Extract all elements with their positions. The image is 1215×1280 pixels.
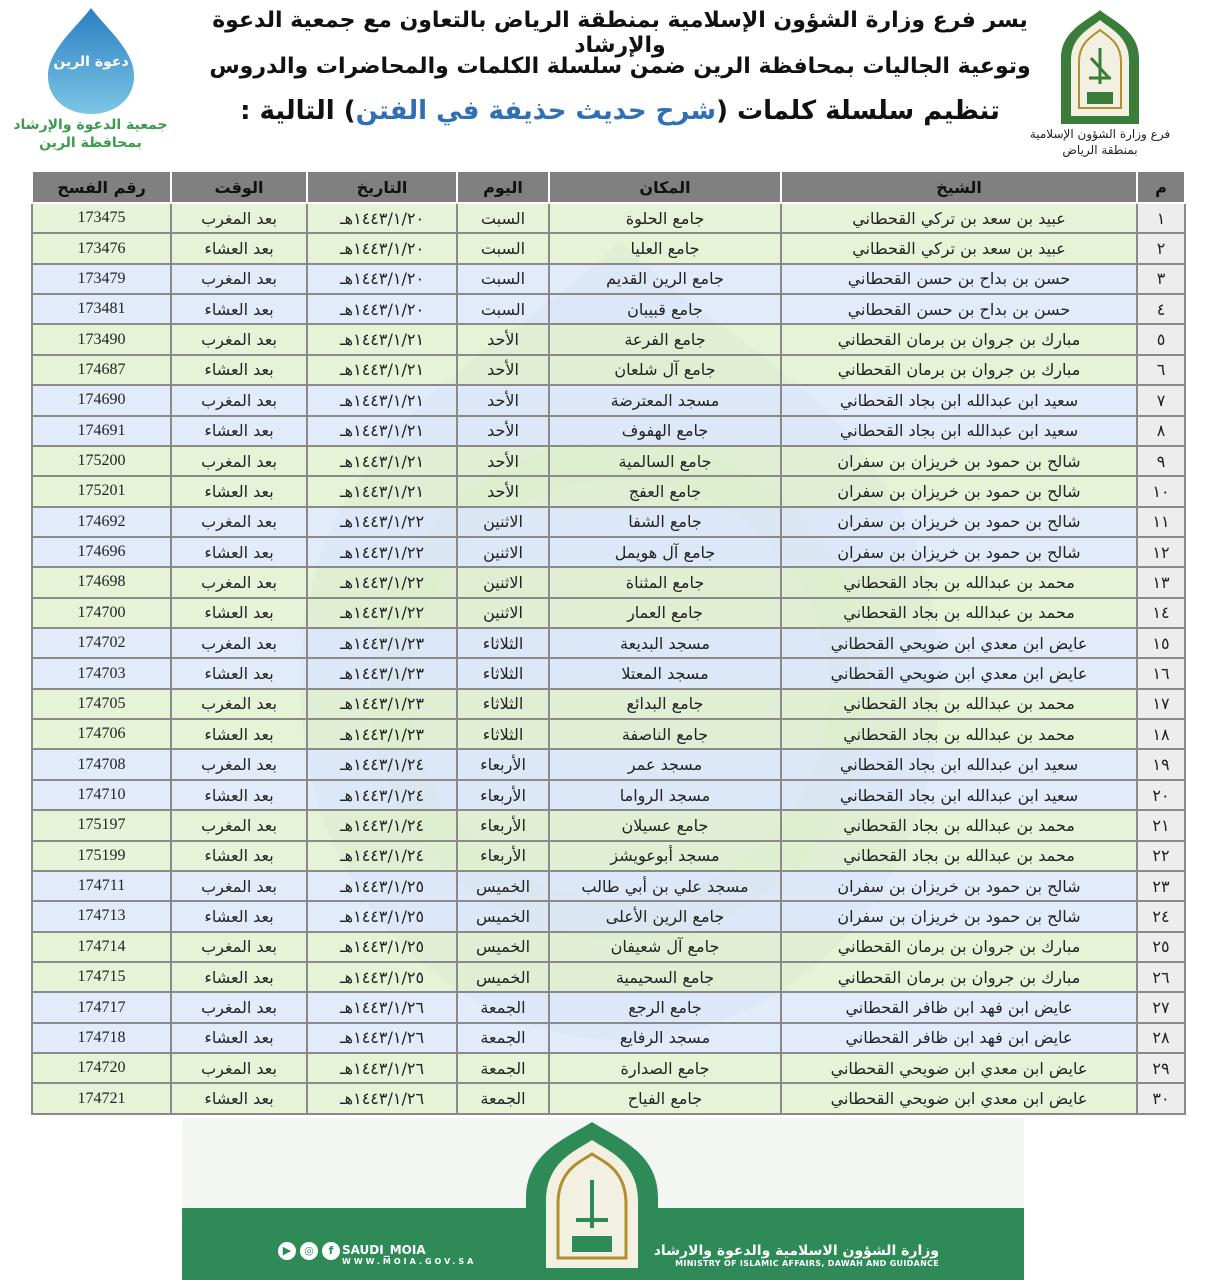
cell-time: بعد المغرب bbox=[171, 385, 307, 415]
table-row bbox=[32, 385, 1185, 415]
cell-time: بعد العشاء bbox=[171, 901, 307, 931]
cell-permit: 174710 bbox=[32, 780, 171, 810]
cell-date: ١٤٤٣/١/٢٠هـ bbox=[307, 203, 457, 233]
cell-place: جامع الفرعة bbox=[549, 324, 781, 354]
cell-sheikh: عايض ابن معدي ابن ضويحي القحطاني bbox=[781, 1083, 1137, 1114]
table-row bbox=[32, 598, 1185, 628]
col-header-sheikh: الشيخ bbox=[781, 171, 1137, 203]
col-header-place: المكان bbox=[549, 171, 781, 203]
cell-time: بعد المغرب bbox=[171, 689, 307, 719]
cell-time: بعد العشاء bbox=[171, 1023, 307, 1053]
cell-permit: 174721 bbox=[32, 1083, 171, 1114]
schedule-table bbox=[31, 170, 1186, 1115]
cell-place: جامع المثناة bbox=[549, 567, 781, 597]
table-row bbox=[32, 416, 1185, 446]
cell-sheikh: شالح بن حمود بن خريزان بن سفران bbox=[781, 537, 1137, 567]
cell-place: مسجد أبوعويشز bbox=[549, 841, 781, 871]
cell-time: بعد المغرب bbox=[171, 1053, 307, 1083]
cell-date: ١٤٤٣/١/٢٦هـ bbox=[307, 1023, 457, 1053]
cell-place: جامع الهفوف bbox=[549, 416, 781, 446]
cell-time: بعد المغرب bbox=[171, 446, 307, 476]
heading-line1: يسر فرع وزارة الشؤون الإسلامية بمنطقة الرياض بالتعاون مع جمعية الدعوة والإرشاد bbox=[212, 8, 1028, 58]
cell-permit: 173475 bbox=[32, 203, 171, 233]
table-row bbox=[32, 962, 1185, 992]
cell-permit: 174702 bbox=[32, 628, 171, 658]
heading-line3 bbox=[180, 96, 1060, 126]
cell-permit: 173479 bbox=[32, 264, 171, 294]
cell-date: ١٤٤٣/١/٢٣هـ bbox=[307, 628, 457, 658]
cell-no: ١٠ bbox=[1137, 476, 1185, 506]
cell-day: الجمعة bbox=[457, 992, 549, 1022]
cell-sheikh: شالح بن حمود بن خريزان بن سفران bbox=[781, 871, 1137, 901]
col-header-time: الوقت bbox=[171, 171, 307, 203]
cell-sheikh: سعيد ابن عبدالله ابن بجاد القحطاني bbox=[781, 749, 1137, 779]
cell-day: الاثنين bbox=[457, 507, 549, 537]
cell-day: الجمعة bbox=[457, 1053, 549, 1083]
moia-caption-line2: بمنطقة الرياض bbox=[1062, 143, 1138, 157]
heading-line2: وتوعية الجاليات بمحافظة الرين ضمن سلسلة الكلمات والمحاضرات والدروس bbox=[209, 54, 1031, 79]
cell-time: بعد العشاء bbox=[171, 719, 307, 749]
cell-permit: 175197 bbox=[32, 810, 171, 840]
table-row bbox=[32, 203, 1185, 233]
cell-sheikh: حسن بن بداح بن حسن القحطاني bbox=[781, 294, 1137, 324]
cell-time: بعد العشاء bbox=[171, 476, 307, 506]
moia-emblem-icon bbox=[1059, 8, 1141, 126]
cell-permit: 174717 bbox=[32, 992, 171, 1022]
dawa-drop-icon bbox=[46, 6, 136, 116]
cell-place: جامع الفياح bbox=[549, 1083, 781, 1114]
cell-permit: 174700 bbox=[32, 598, 171, 628]
cell-sheikh: عبيد بن سعد بن تركي القحطاني bbox=[781, 233, 1137, 263]
cell-sheikh: عايض ابن فهد ابن ظافر القحطاني bbox=[781, 1023, 1137, 1053]
cell-place: جامع آل شعيفان bbox=[549, 932, 781, 962]
cell-day: الخميس bbox=[457, 932, 549, 962]
table-body bbox=[32, 203, 1185, 1114]
cell-no: ٢٠ bbox=[1137, 780, 1185, 810]
cell-date: ١٤٤٣/١/٢٢هـ bbox=[307, 598, 457, 628]
instagram-icon[interactable]: ◎ bbox=[300, 1242, 318, 1260]
cell-permit: 174691 bbox=[32, 416, 171, 446]
cell-place: جامع قبيبان bbox=[549, 294, 781, 324]
cell-date: ١٤٤٣/١/٢٢هـ bbox=[307, 537, 457, 567]
cell-place: جامع العمار bbox=[549, 598, 781, 628]
cell-time: بعد المغرب bbox=[171, 992, 307, 1022]
cell-place: مسجد البديعة bbox=[549, 628, 781, 658]
cell-day: الاثنين bbox=[457, 567, 549, 597]
col-header-no: م bbox=[1137, 171, 1185, 203]
cell-time: بعد العشاء bbox=[171, 1083, 307, 1114]
cell-no: ٢٢ bbox=[1137, 841, 1185, 871]
cell-time: بعد العشاء bbox=[171, 416, 307, 446]
table-row bbox=[32, 446, 1185, 476]
cell-date: ١٤٤٣/١/٢٠هـ bbox=[307, 264, 457, 294]
cell-day: الأحد bbox=[457, 446, 549, 476]
cell-no: ٣ bbox=[1137, 264, 1185, 294]
cell-day: الجمعة bbox=[457, 1023, 549, 1053]
col-header-date: التاريخ bbox=[307, 171, 457, 203]
footer-website[interactable]: WWW.MOIA.GOV.SA bbox=[342, 1257, 477, 1266]
cell-permit: 174720 bbox=[32, 1053, 171, 1083]
cell-day: الأربعاء bbox=[457, 749, 549, 779]
cell-no: ٣٠ bbox=[1137, 1083, 1185, 1114]
col-header-permit: رقم الفسح bbox=[32, 171, 171, 203]
table-row bbox=[32, 901, 1185, 931]
cell-no: ١٦ bbox=[1137, 658, 1185, 688]
cell-day: الخميس bbox=[457, 901, 549, 931]
cell-day: الأحد bbox=[457, 324, 549, 354]
table-row bbox=[32, 1083, 1185, 1114]
cell-permit: 174698 bbox=[32, 567, 171, 597]
dawa-logo bbox=[8, 6, 173, 152]
cell-day: الأربعاء bbox=[457, 841, 549, 871]
cell-sheikh: محمد بن عبدالله بن بجاد القحطاني bbox=[781, 719, 1137, 749]
cell-time: بعد العشاء bbox=[171, 658, 307, 688]
cell-date: ١٤٤٣/١/٢١هـ bbox=[307, 416, 457, 446]
cell-place: مسجد المعتلا bbox=[549, 658, 781, 688]
cell-day: الخميس bbox=[457, 962, 549, 992]
cell-day: السبت bbox=[457, 233, 549, 263]
series-title: شرح حديث حذيفة في الفتن bbox=[355, 96, 717, 126]
table-row bbox=[32, 507, 1185, 537]
cell-no: ١١ bbox=[1137, 507, 1185, 537]
youtube-icon[interactable]: ▶ bbox=[278, 1242, 296, 1260]
cell-day: السبت bbox=[457, 264, 549, 294]
table-row bbox=[32, 932, 1185, 962]
cell-permit: 174703 bbox=[32, 658, 171, 688]
cell-time: بعد المغرب bbox=[171, 810, 307, 840]
cell-no: ١٥ bbox=[1137, 628, 1185, 658]
cell-sheikh: مبارك بن جروان بن برمان القحطاني bbox=[781, 932, 1137, 962]
cell-place: جامع آل شلعان bbox=[549, 355, 781, 385]
cell-time: بعد العشاء bbox=[171, 841, 307, 871]
cell-no: ٢٦ bbox=[1137, 962, 1185, 992]
dawa-caption-line1: جمعية الدعوة والإرشاد bbox=[13, 117, 168, 133]
cell-time: بعد المغرب bbox=[171, 324, 307, 354]
cell-place: مسجد الرواما bbox=[549, 780, 781, 810]
cell-permit: 174718 bbox=[32, 1023, 171, 1053]
cell-sheikh: مبارك بن جروان بن برمان القحطاني bbox=[781, 324, 1137, 354]
cell-sheikh: سعيد ابن عبدالله ابن بجاد القحطاني bbox=[781, 780, 1137, 810]
cell-sheikh: شالح بن حمود بن خريزان بن سفران bbox=[781, 901, 1137, 931]
cell-place: جامع العليا bbox=[549, 233, 781, 263]
cell-permit: 174711 bbox=[32, 871, 171, 901]
cell-date: ١٤٤٣/١/٢٦هـ bbox=[307, 1083, 457, 1114]
cell-time: بعد المغرب bbox=[171, 264, 307, 294]
table-row bbox=[32, 537, 1185, 567]
cell-sheikh: عايض ابن معدي ابن ضويحي القحطاني bbox=[781, 658, 1137, 688]
cell-date: ١٤٤٣/١/٢٤هـ bbox=[307, 780, 457, 810]
cell-no: ١٣ bbox=[1137, 567, 1185, 597]
cell-sheikh: محمد بن عبدالله بن بجاد القحطاني bbox=[781, 567, 1137, 597]
cell-date: ١٤٤٣/١/٢٢هـ bbox=[307, 507, 457, 537]
heading-line3-pre: تنظيم سلسلة كلمات ( bbox=[716, 96, 1000, 126]
cell-date: ١٤٤٣/١/٢٥هـ bbox=[307, 871, 457, 901]
cell-time: بعد المغرب bbox=[171, 871, 307, 901]
cell-time: بعد العشاء bbox=[171, 598, 307, 628]
cell-permit: 174706 bbox=[32, 719, 171, 749]
cell-sheikh: مبارك بن جروان بن برمان القحطاني bbox=[781, 962, 1137, 992]
cell-time: بعد المغرب bbox=[171, 507, 307, 537]
cell-place: جامع الناصفة bbox=[549, 719, 781, 749]
cell-time: بعد العشاء bbox=[171, 355, 307, 385]
cell-date: ١٤٤٣/١/٢١هـ bbox=[307, 385, 457, 415]
cell-place: مسجد الرفايع bbox=[549, 1023, 781, 1053]
table-header-row bbox=[32, 171, 1185, 203]
cell-day: الأحد bbox=[457, 416, 549, 446]
cell-day: الجمعة bbox=[457, 1083, 549, 1114]
cell-date: ١٤٤٣/١/٢٢هـ bbox=[307, 567, 457, 597]
cell-sheikh: عبيد بن سعد بن تركي القحطاني bbox=[781, 203, 1137, 233]
cell-sheikh: شالح بن حمود بن خريزان بن سفران bbox=[781, 476, 1137, 506]
cell-day: الخميس bbox=[457, 871, 549, 901]
cell-day: الأحد bbox=[457, 355, 549, 385]
cell-date: ١٤٤٣/١/٢١هـ bbox=[307, 355, 457, 385]
cell-permit: 173481 bbox=[32, 294, 171, 324]
cell-place: جامع الشفا bbox=[549, 507, 781, 537]
cell-no: ٢٨ bbox=[1137, 1023, 1185, 1053]
cell-day: الاثنين bbox=[457, 537, 549, 567]
cell-time: بعد العشاء bbox=[171, 537, 307, 567]
moia-caption-line1: فرع وزارة الشؤون الإسلامية bbox=[1029, 127, 1171, 141]
footer-banner bbox=[182, 1118, 1024, 1280]
cell-place: جامع الرين الأعلى bbox=[549, 901, 781, 931]
cell-permit: 174696 bbox=[32, 537, 171, 567]
cell-place: جامع الرين القديم bbox=[549, 264, 781, 294]
cell-permit: 173490 bbox=[32, 324, 171, 354]
cell-no: ٢٣ bbox=[1137, 871, 1185, 901]
cell-day: الاثنين bbox=[457, 598, 549, 628]
cell-no: ١٢ bbox=[1137, 537, 1185, 567]
cell-place: جامع البدائع bbox=[549, 689, 781, 719]
cell-no: ٤ bbox=[1137, 294, 1185, 324]
cell-permit: 174687 bbox=[32, 355, 171, 385]
cell-sheikh: شالح بن حمود بن خريزان بن سفران bbox=[781, 507, 1137, 537]
footer-ministry-en: MINISTRY OF ISLAMIC AFFAIRS, DAWAH AND GUIDANCE bbox=[675, 1259, 939, 1268]
cell-time: بعد المغرب bbox=[171, 203, 307, 233]
cell-sheikh: شالح بن حمود بن خريزان بن سفران bbox=[781, 446, 1137, 476]
col-header-day: اليوم bbox=[457, 171, 549, 203]
cell-place: جامع الحلوة bbox=[549, 203, 781, 233]
cell-sheikh: محمد بن عبدالله بن بجاد القحطاني bbox=[781, 810, 1137, 840]
cell-place: جامع الصدارة bbox=[549, 1053, 781, 1083]
cell-permit: 174690 bbox=[32, 385, 171, 415]
table-row bbox=[32, 689, 1185, 719]
cell-sheikh: عايض ابن معدي ابن ضويحي القحطاني bbox=[781, 628, 1137, 658]
cell-no: ٩ bbox=[1137, 446, 1185, 476]
cell-sheikh: محمد بن عبدالله بن بجاد القحطاني bbox=[781, 689, 1137, 719]
cell-no: ٦ bbox=[1137, 355, 1185, 385]
cell-date: ١٤٤٣/١/٢١هـ bbox=[307, 476, 457, 506]
table-row bbox=[32, 355, 1185, 385]
cell-time: بعد العشاء bbox=[171, 294, 307, 324]
cell-time: بعد المغرب bbox=[171, 628, 307, 658]
table-row bbox=[32, 1053, 1185, 1083]
cell-date: ١٤٤٣/١/٢٥هـ bbox=[307, 932, 457, 962]
page-header bbox=[0, 0, 1215, 168]
cell-place: مسجد عمر bbox=[549, 749, 781, 779]
cell-no: ٧ bbox=[1137, 385, 1185, 415]
cell-no: ٢٥ bbox=[1137, 932, 1185, 962]
cell-time: بعد العشاء bbox=[171, 780, 307, 810]
cell-day: السبت bbox=[457, 203, 549, 233]
cell-date: ١٤٤٣/١/٢١هـ bbox=[307, 446, 457, 476]
cell-day: الأحد bbox=[457, 385, 549, 415]
dawa-caption-line2: بمحافظة الرين bbox=[39, 135, 142, 151]
table-row bbox=[32, 841, 1185, 871]
cell-day: الأربعاء bbox=[457, 810, 549, 840]
cell-place: مسجد علي بن أبي طالب bbox=[549, 871, 781, 901]
footer-ministry-ar: وزارة الشؤون الاسلامية والدعوة والارشاد bbox=[653, 1243, 939, 1259]
cell-place: جامع آل هويمل bbox=[549, 537, 781, 567]
cell-day: الأحد bbox=[457, 476, 549, 506]
cell-no: ٢٩ bbox=[1137, 1053, 1185, 1083]
footer-handle[interactable]: SAUDI_MOIA bbox=[342, 1243, 426, 1257]
cell-date: ١٤٤٣/١/٢٣هـ bbox=[307, 719, 457, 749]
table-row bbox=[32, 658, 1185, 688]
table-row bbox=[32, 1023, 1185, 1053]
footer-ministry bbox=[654, 1243, 939, 1268]
cell-permit: 175200 bbox=[32, 446, 171, 476]
cell-permit: 174714 bbox=[32, 932, 171, 962]
cell-no: ١٨ bbox=[1137, 719, 1185, 749]
footer-emblem-icon bbox=[522, 1118, 662, 1280]
cell-date: ١٤٤٣/١/٢٤هـ bbox=[307, 810, 457, 840]
cell-sheikh: محمد بن عبدالله بن بجاد القحطاني bbox=[781, 598, 1137, 628]
cell-place: جامع السالمية bbox=[549, 446, 781, 476]
cell-place: جامع عسيلان bbox=[549, 810, 781, 840]
cell-no: ٢٤ bbox=[1137, 901, 1185, 931]
cell-permit: 174715 bbox=[32, 962, 171, 992]
cell-date: ١٤٤٣/١/٢١هـ bbox=[307, 324, 457, 354]
cell-sheikh: عايض ابن معدي ابن ضويحي القحطاني bbox=[781, 1053, 1137, 1083]
cell-sheikh: محمد بن عبدالله بن بجاد القحطاني bbox=[781, 841, 1137, 871]
cell-date: ١٤٤٣/١/٢٠هـ bbox=[307, 233, 457, 263]
table-row bbox=[32, 780, 1185, 810]
social-icons bbox=[278, 1242, 340, 1260]
dawa-logo-text: دعوة الرين bbox=[52, 54, 129, 70]
cell-permit: 175199 bbox=[32, 841, 171, 871]
cell-sheikh: سعيد ابن عبدالله ابن بجاد القحطاني bbox=[781, 416, 1137, 446]
cell-permit: 173476 bbox=[32, 233, 171, 263]
table-row bbox=[32, 233, 1185, 263]
cell-place: جامع العفج bbox=[549, 476, 781, 506]
table-row bbox=[32, 628, 1185, 658]
cell-day: الثلاثاء bbox=[457, 689, 549, 719]
table-row bbox=[32, 871, 1185, 901]
cell-sheikh: حسن بن بداح بن حسن القحطاني bbox=[781, 264, 1137, 294]
cell-no: ١٤ bbox=[1137, 598, 1185, 628]
table-row bbox=[32, 476, 1185, 506]
cell-day: الثلاثاء bbox=[457, 719, 549, 749]
cell-day: السبت bbox=[457, 294, 549, 324]
cell-date: ١٤٤٣/١/٢٤هـ bbox=[307, 749, 457, 779]
cell-no: ٥ bbox=[1137, 324, 1185, 354]
table-row bbox=[32, 719, 1185, 749]
cell-date: ١٤٤٣/١/٢٥هـ bbox=[307, 962, 457, 992]
cell-day: الثلاثاء bbox=[457, 628, 549, 658]
cell-no: ١٩ bbox=[1137, 749, 1185, 779]
cell-no: ٢ bbox=[1137, 233, 1185, 263]
cell-time: بعد المغرب bbox=[171, 932, 307, 962]
cell-date: ١٤٤٣/١/٢٥هـ bbox=[307, 901, 457, 931]
table-row bbox=[32, 324, 1185, 354]
facebook-icon[interactable]: f bbox=[322, 1242, 340, 1260]
cell-date: ١٤٤٣/١/٢٦هـ bbox=[307, 1053, 457, 1083]
cell-date: ١٤٤٣/١/٢٦هـ bbox=[307, 992, 457, 1022]
cell-permit: 174708 bbox=[32, 749, 171, 779]
cell-day: الأربعاء bbox=[457, 780, 549, 810]
cell-no: ٢١ bbox=[1137, 810, 1185, 840]
cell-time: بعد المغرب bbox=[171, 567, 307, 597]
cell-place: جامع السحيمية bbox=[549, 962, 781, 992]
cell-time: بعد العشاء bbox=[171, 233, 307, 263]
table-row bbox=[32, 294, 1185, 324]
cell-no: ١٧ bbox=[1137, 689, 1185, 719]
cell-permit: 174713 bbox=[32, 901, 171, 931]
cell-date: ١٤٤٣/١/٢٣هـ bbox=[307, 658, 457, 688]
cell-time: بعد المغرب bbox=[171, 749, 307, 779]
cell-no: ١ bbox=[1137, 203, 1185, 233]
table-row bbox=[32, 992, 1185, 1022]
cell-date: ١٤٤٣/١/٢٤هـ bbox=[307, 841, 457, 871]
heading-line3-post: ) التالية : bbox=[240, 96, 356, 126]
cell-sheikh: مبارك بن جروان بن برمان القحطاني bbox=[781, 355, 1137, 385]
cell-permit: 174705 bbox=[32, 689, 171, 719]
cell-sheikh: سعيد ابن عبدالله ابن بجاد القحطاني bbox=[781, 385, 1137, 415]
cell-no: ٢٧ bbox=[1137, 992, 1185, 1022]
cell-sheikh: عايض ابن فهد ابن ظافر القحطاني bbox=[781, 992, 1137, 1022]
table-row bbox=[32, 810, 1185, 840]
cell-place: جامع الرجع bbox=[549, 992, 781, 1022]
footer-contact bbox=[342, 1243, 476, 1266]
cell-permit: 174692 bbox=[32, 507, 171, 537]
cell-place: مسجد المعترضة bbox=[549, 385, 781, 415]
cell-permit: 175201 bbox=[32, 476, 171, 506]
table-row bbox=[32, 749, 1185, 779]
table-row bbox=[32, 567, 1185, 597]
table-row bbox=[32, 264, 1185, 294]
cell-date: ١٤٤٣/١/٢٣هـ bbox=[307, 689, 457, 719]
cell-time: بعد العشاء bbox=[171, 962, 307, 992]
cell-no: ٨ bbox=[1137, 416, 1185, 446]
cell-date: ١٤٤٣/١/٢٠هـ bbox=[307, 294, 457, 324]
cell-day: الثلاثاء bbox=[457, 658, 549, 688]
